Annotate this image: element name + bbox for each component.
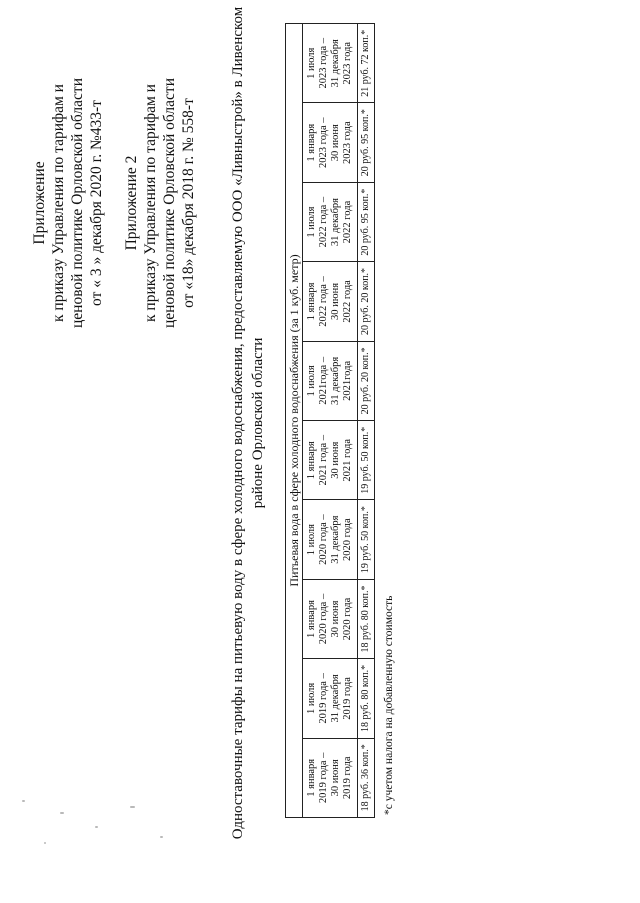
tariff-table [285,23,375,818]
tariff-value-cell: 18 руб. 80 коп.* [358,579,375,658]
tariff-value-cell: 18 руб. 80 коп.* [358,659,375,738]
period-cell: 1 января 2020 года – 30 июня 2020 года [303,579,358,658]
period-cell: 1 июля 2019 года – 31 декабря 2019 года [303,659,358,738]
tariff-value-cell: 20 руб. 20 коп.* [358,262,375,341]
period-cell: 1 июля 2020 года – 31 декабря 2020 года [303,500,358,579]
appendix-line: ценовой политике Орловской области [69,78,86,328]
document-title [228,3,268,843]
appendix2-title: Приложение 2 [123,155,140,251]
appendix-title: Приложение [31,161,48,245]
period-cell: 1 января 2022 года – 30 июня 2022 года [303,262,358,341]
tariff-value-cell: 19 руб. 50 коп.* [358,421,375,500]
tariff-value-cell: 18 руб. 36 коп.* [358,738,375,817]
period-cell: 1 июля 2021года – 31 декабря 2021года [303,341,358,420]
period-row [303,24,358,818]
appendix-line: к приказу Управления по тарифам и [50,84,67,322]
title-line: районе Орловской области [250,337,266,509]
period-cell: 1 января 2019 года – 30 июня 2019 года [303,738,358,817]
period-cell: 1 июля 2023 года – 31 декабря 2023 года [303,24,358,103]
tariff-value-cell: 19 руб. 50 коп.* [358,500,375,579]
appendix2-line: ценовой политике Орловской области [161,78,178,328]
table-header: Питьевая вода в сфере холодного водоснабжения (за 1 куб. метр) [286,24,303,818]
period-cell: 1 июля 2022 года – 31 декабря 2022 года [303,182,358,261]
appendix2-line: к приказу Управления по тарифам и [142,84,159,322]
appendix-date-line: от « 3 » декабря 2020 г. №433-т [88,100,105,306]
tariff-value-cell: 20 руб. 95 коп.* [358,182,375,261]
tariff-value-cell: 20 руб. 95 коп.* [358,103,375,182]
period-cell: 1 января 2021 года – 30 июня 2021 года [303,421,358,500]
tariff-value-cell: 21 руб. 72 коп.* [358,24,375,103]
appendix2-date-line: от «18» декабря 2018 г. № 558-т [180,98,197,308]
tariff-value-cell: 20 руб. 20 коп.* [358,341,375,420]
title-line: Одноставочные тарифы на питьевую воду в сфере холодного водоснабжения, предоставляемую ООО «Ливныстрой» в Ливенском [230,6,246,840]
vat-footnote: *с учетом налога на добавленную стоимость [383,595,395,815]
appendix-header [30,23,198,383]
tariff-value-row [358,24,375,818]
period-cell: 1 января 2023 года – 30 июня 2023 года [303,103,358,182]
